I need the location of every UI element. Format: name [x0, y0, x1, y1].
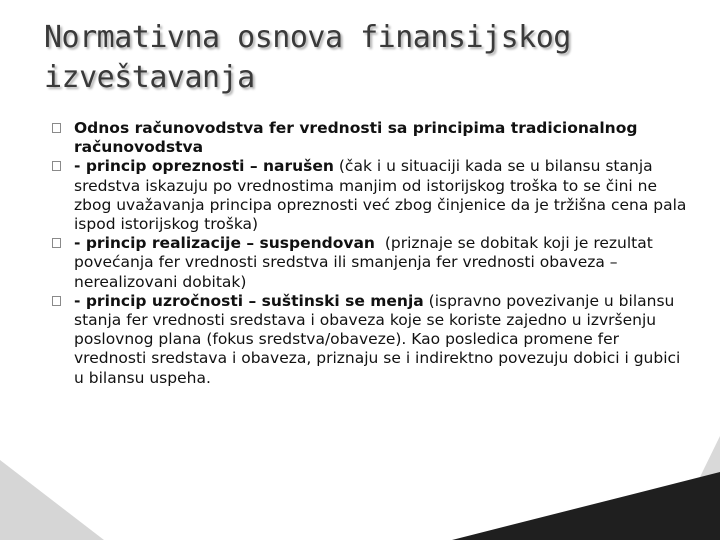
bullet-item — [52, 157, 692, 234]
square-bullet-icon — [52, 161, 61, 171]
bullet-text: (čak i u situaciji kada se u bilansu stanja sredstva iskazuju po vrednostima manjim od istorijskog troška to se čini ne zbog uvažavanja principa opreznosti već zbog činjenice da je tržišna cena pala ispod istorijskog troška) — [74, 157, 687, 234]
bullet-bold-text: Odnos računovodstva fer vrednosti sa principima tradicionalnog računovodstva — [74, 119, 638, 157]
bullet-item — [52, 292, 692, 388]
bullet-item — [52, 234, 692, 292]
square-bullet-icon — [52, 238, 61, 248]
square-bullet-icon — [52, 296, 61, 306]
decorative-corner-left — [0, 460, 104, 540]
bullet-list — [52, 119, 692, 388]
bullet-text: (ispravno povezivanje u bilansu stanja fer vrednosti sredstava i obaveza koje se koriste zajedno u izvršenju poslovnog plana (fokus sredstva/obaveze). Kao posledica promene fer vrednosti sredstava i obaveza, priznaju se i indirektno povezuju dobici i gubici u bilansu uspeha. — [74, 291, 681, 387]
bullet-bold-text: - princip opreznosti – narušen — [74, 157, 334, 176]
square-bullet-icon — [52, 123, 61, 133]
bullet-bold-text: - princip uzročnosti – suštinski se menja — [74, 291, 424, 310]
slide-title: Normativna osnova finansijskog izveštavanja — [44, 20, 571, 95]
bullet-bold-text: - princip realizacije – suspendovan — [74, 234, 375, 253]
decorative-corner-right-dark — [452, 472, 720, 540]
bullet-text: (priznaje se dobitak koji je rezultat povećanja fer vrednosti sredstva ili smanjenja fer vrednosti obaveza – nerealizovani dobitak) — [74, 234, 658, 291]
bullet-item — [52, 119, 692, 157]
